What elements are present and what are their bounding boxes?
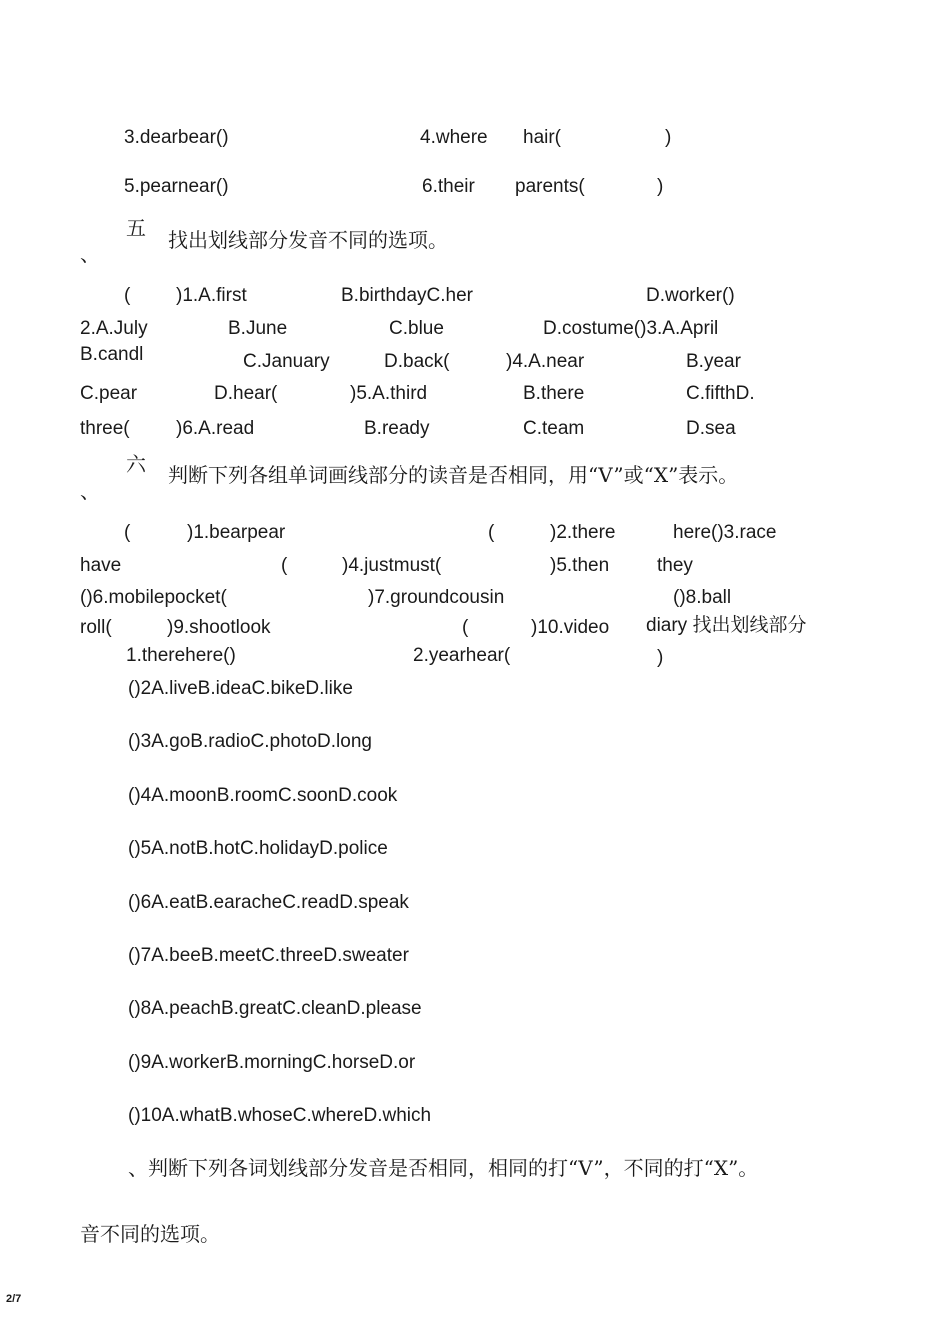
- question-item: ()9A.workerB.morningC.horseD.or: [128, 1052, 416, 1073]
- exercise-text: have: [80, 555, 122, 576]
- question-item: ()6A.eatB.earacheC.readD.speak: [128, 892, 409, 913]
- exercise-text: B.June: [228, 318, 288, 339]
- exercise-text: B.there: [523, 383, 585, 404]
- exercise-text: )6.A.read: [176, 418, 255, 439]
- exercise-text: three(: [80, 418, 130, 439]
- exercise-text: 1.therehere(): [126, 645, 236, 666]
- exercise-text: 6.their: [422, 176, 475, 197]
- question-item: ()7A.beeB.meetC.threeD.sweater: [128, 945, 409, 966]
- exercise-text: B.birthdayC.her: [341, 285, 474, 306]
- exercise-text: 2.A.July: [80, 318, 148, 339]
- exercise-text: D.back(: [384, 351, 450, 372]
- section-number: 六: [126, 452, 146, 476]
- exercise-text: (: [124, 285, 131, 306]
- question-item: ()10A.whatB.whoseC.whereD.which: [128, 1105, 432, 1126]
- exercise-text: )10.video: [531, 617, 610, 638]
- question-item: ()5A.notB.hotC.holidayD.police: [128, 838, 388, 859]
- exercise-text: )9.shootlook: [167, 617, 271, 638]
- exercise-text: parents(: [515, 176, 585, 197]
- exercise-text: (: [281, 555, 288, 576]
- exercise-text: (: [488, 522, 495, 543]
- exercise-text: B.year: [686, 351, 741, 372]
- exercise-text: here()3.race: [673, 522, 777, 543]
- exercise-text: 3.dearbear(): [124, 127, 229, 148]
- exercise-text: )4.A.near: [506, 351, 585, 372]
- question-item: ()2A.liveB.ideaC.bikeD.like: [128, 678, 353, 699]
- exercise-text: hair(: [523, 127, 562, 148]
- instruction-text: 音不同的选项。: [80, 1222, 220, 1246]
- section-mark: 、: [80, 242, 100, 266]
- exercise-text: C.January: [243, 351, 330, 372]
- exercise-text: ): [657, 176, 664, 197]
- exercise-text: C.pear: [80, 383, 138, 404]
- exercise-text: 4.where: [420, 127, 488, 148]
- exercise-text: ): [657, 647, 664, 668]
- exercise-text: B.candl: [80, 344, 144, 365]
- exercise-text: C.team: [523, 418, 585, 439]
- exercise-text: )2.there: [550, 522, 616, 543]
- question-item: ()8A.peachB.greatC.cleanD.please: [128, 998, 422, 1019]
- section-number: 五: [126, 216, 146, 240]
- exercise-text: )5.then: [550, 555, 610, 576]
- exercise-text: roll(: [80, 617, 112, 638]
- section-mark: 、: [80, 479, 100, 503]
- exercise-text: )1.bearpear: [187, 522, 286, 543]
- exercise-text: (: [124, 522, 131, 543]
- exercise-text: diary 找出划线部分: [646, 615, 807, 636]
- exercise-text: B.ready: [364, 418, 430, 439]
- exercise-text: ): [665, 127, 672, 148]
- question-item: ()4A.moonB.roomC.soonD.cook: [128, 785, 398, 806]
- exercise-text: )1.A.first: [176, 285, 247, 306]
- exercise-text: D.hear(: [214, 383, 278, 404]
- section-title: 找出划线部分发音不同的选项。: [168, 228, 448, 252]
- exercise-text: C.blue: [389, 318, 444, 339]
- exercise-text: D.worker(): [646, 285, 735, 306]
- exercise-text: (: [462, 617, 469, 638]
- exercise-text: D.costume()3.A.April: [543, 318, 719, 339]
- section-title: 判断下列各组单词画线部分的读音是否相同，用“V”或“X”表示。: [168, 463, 739, 487]
- exercise-text: ()6.mobilepocket(: [80, 587, 227, 608]
- exercise-text: )4.justmust(: [342, 555, 442, 576]
- page-number: 2/7: [6, 1293, 22, 1305]
- exercise-text: 5.pearnear(): [124, 176, 229, 197]
- instruction-text: 、判断下列各词划线部分发音是否相同，相同的打“V”，不同的打“X”。: [128, 1156, 759, 1180]
- exercise-text: 2.yearhear(: [413, 645, 511, 666]
- question-item: ()3A.goB.radioC.photoD.long: [128, 731, 372, 752]
- exercise-text: they: [657, 555, 693, 576]
- exercise-text: )5.A.third: [350, 383, 428, 404]
- exercise-text: )7.groundcousin: [368, 587, 505, 608]
- exercise-text: ()8.ball: [673, 587, 732, 608]
- exercise-text: D.sea: [686, 418, 736, 439]
- exercise-text: C.fifthD.: [686, 383, 755, 404]
